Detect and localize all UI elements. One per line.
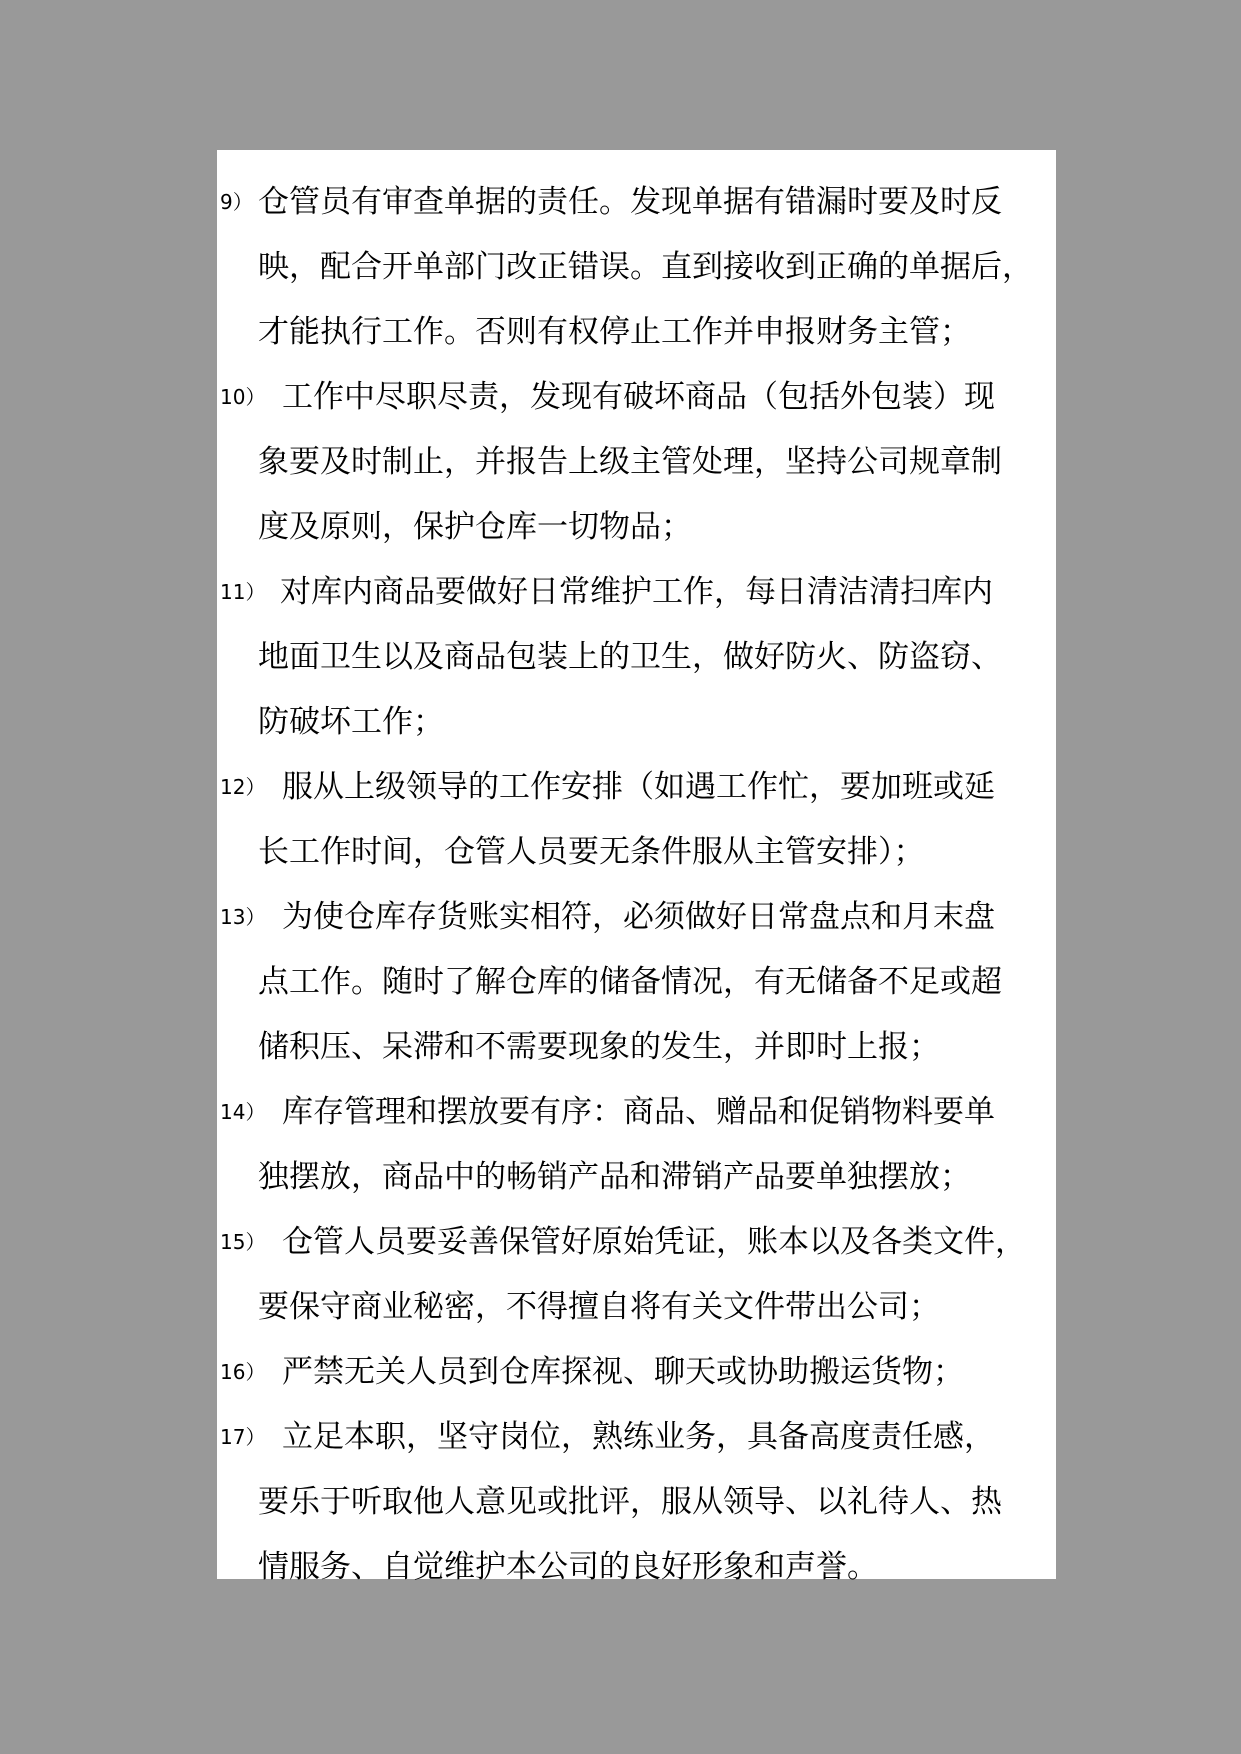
item-number: 13） — [220, 905, 266, 929]
item-text-line: 才能执行工作。否则有权停止工作并申报财务主管； — [258, 314, 971, 350]
item-text-line: 立足本职，坚守岗位，熟练业务，具备高度责任感， — [282, 1419, 995, 1455]
item-number: 16） — [220, 1360, 266, 1384]
item-number: 12） — [220, 775, 266, 799]
item-number: 11） — [220, 580, 266, 604]
item-text-line: 仓管员有审查单据的责任。发现单据有错漏时要及时反 — [258, 184, 1002, 220]
item-number: 17） — [220, 1425, 266, 1449]
item-number: 10） — [220, 385, 266, 409]
item-text-line: 对库内商品要做好日常维护工作，每日清洁清扫库内 — [280, 574, 993, 610]
document-page — [217, 150, 1056, 1585]
item-text-line: 地面卫生以及商品包装上的卫生，做好防火、防盗窃、 — [258, 639, 1002, 675]
item-text-line: 映，配合开单部门改正错误。直到接收到正确的单据后， — [258, 249, 1033, 285]
item-text-line: 点工作。随时了解仓库的储备情况，有无储备不足或超 — [258, 964, 1002, 1000]
item-number: 9） — [220, 190, 253, 214]
item-text-line: 情服务、自觉维护本公司的良好形象和声誉。 — [258, 1549, 878, 1585]
item-number: 15） — [220, 1230, 266, 1254]
item-text-line: 库存管理和摆放要有序：商品、赠品和促销物料要单 — [282, 1094, 995, 1130]
item-text-line: 要保守商业秘密，不得擅自将有关文件带出公司； — [258, 1289, 940, 1325]
item-text-line: 仓管人员要妥善保管好原始凭证，账本以及各类文件， — [282, 1224, 1026, 1260]
item-text-line: 独摆放，商品中的畅销产品和滞销产品要单独摆放； — [258, 1159, 971, 1195]
item-text-line: 要乐于听取他人意见或批评，服从领导、以礼待人、热 — [258, 1484, 1002, 1520]
item-text-line: 严禁无关人员到仓库探视、聊天或协助搬运货物； — [282, 1354, 964, 1390]
item-text-line: 防破坏工作； — [258, 704, 444, 740]
item-text-line: 象要及时制止，并报告上级主管处理，坚持公司规章制 — [258, 444, 1002, 480]
item-text-line: 度及原则，保护仓库一切物品； — [258, 509, 692, 545]
item-text-line: 长工作时间，仓管人员要无条件服从主管安排）； — [258, 834, 925, 870]
item-text-line: 服从上级领导的工作安排（如遇工作忙，要加班或延 — [282, 769, 995, 805]
item-text-line: 为使仓库存货账实相符，必须做好日常盘点和月末盘 — [282, 899, 995, 935]
item-text-line: 储积压、呆滞和不需要现象的发生，并即时上报； — [258, 1029, 940, 1065]
item-text-line: 工作中尽职尽责，发现有破坏商品（包括外包装）现 — [282, 379, 995, 415]
item-number: 14） — [220, 1100, 266, 1124]
